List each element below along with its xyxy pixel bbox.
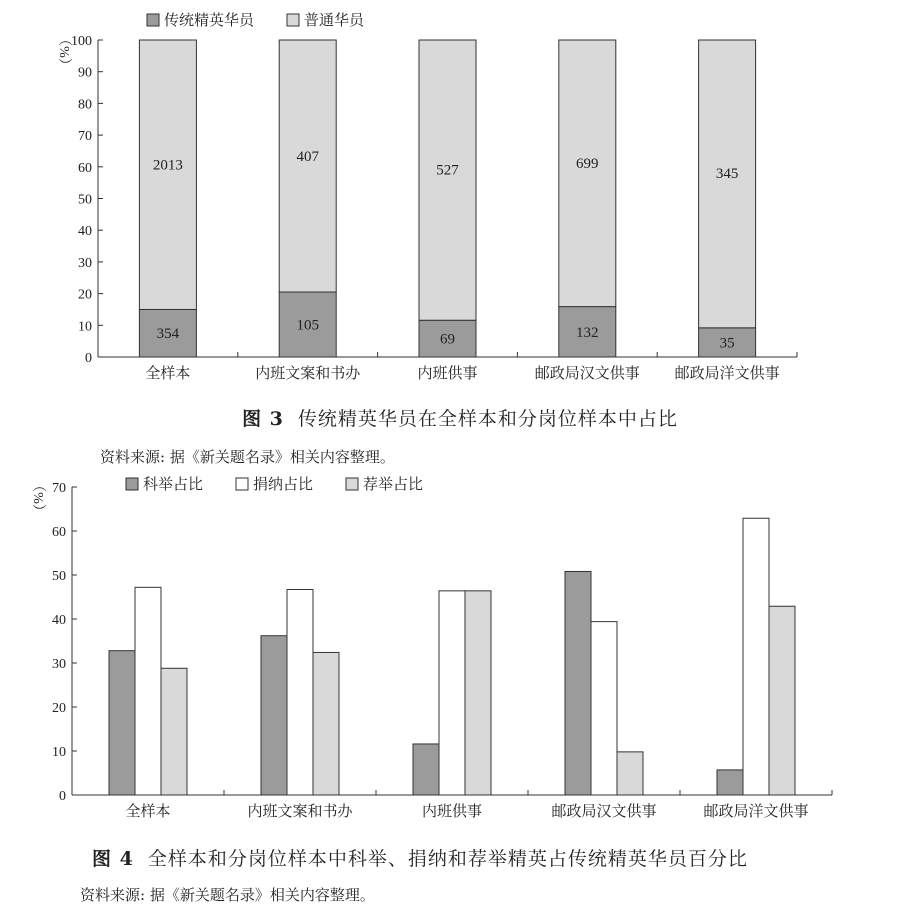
fig3-bar-ordinary (139, 40, 196, 309)
fig3-y-tick-label: 30 (78, 255, 92, 271)
fig4-bar-series-2 (287, 590, 313, 795)
fig4-legend-swatch (346, 478, 358, 490)
fig4-y-tick-label: 0 (59, 789, 66, 804)
fig3-data-label: 354 (156, 326, 180, 343)
figure-4-title: 全样本和分岗位样本中科举、捐纳和荐举精英占传统精英华员百分比 (147, 848, 748, 870)
fig3-y-tick-label: 10 (78, 319, 92, 335)
fig3-category-label: 邮政局汉文供事 (534, 364, 640, 382)
fig3-category-label: 邮政局洋文供事 (674, 364, 780, 382)
figure-4-number: 图 4 (92, 848, 134, 870)
figure-3-title: 传统精英华员在全样本和分岗位样本中占比 (297, 408, 678, 430)
fig3-bar-ordinary (419, 40, 476, 320)
fig4-legend-swatch (126, 478, 138, 490)
fig3-legend-swatch (147, 14, 159, 26)
figure-3-source: 资料来源: 据《新关题名录》相关内容整理。 (100, 448, 395, 466)
fig4-bar-series-3 (161, 668, 187, 795)
fig3-bar-ordinary (279, 40, 336, 292)
fig4-legend-label: 科举占比 (143, 475, 204, 493)
fig3-data-label: 527 (436, 162, 459, 179)
fig3-bar-ordinary (559, 40, 616, 307)
fig3-bar-ordinary (699, 40, 756, 328)
fig4-bar-series-2 (135, 587, 161, 795)
figure-4-caption (92, 844, 912, 871)
fig4-y-tick-label: 10 (52, 745, 66, 760)
fig4-legend-label: 荐举占比 (363, 475, 424, 493)
fig3-y-tick-label: 100 (71, 34, 92, 49)
fig3-data-label: 345 (715, 166, 739, 183)
fig4-bar-series-1 (413, 744, 439, 795)
fig3-ylabel: （%） (56, 32, 71, 72)
fig3-y-tick-label: 0 (85, 351, 92, 366)
fig3-data-label: 132 (576, 324, 599, 341)
fig3-y-tick-label: 50 (78, 192, 92, 208)
fig4-category-label: 内班供事 (421, 802, 483, 820)
fig3-data-label: 105 (296, 317, 319, 334)
fig4-bar-series-2 (743, 518, 769, 795)
fig3-category-label: 全样本 (145, 364, 191, 382)
figure-3-number: 图 3 (242, 408, 284, 430)
fig4-bar-series-3 (465, 591, 491, 795)
fig4-bar-series-3 (617, 752, 643, 795)
fig3-y-tick-label: 90 (78, 65, 92, 81)
figure-4-source: 资料来源: 据《新关题名录》相关内容整理。 (80, 886, 375, 904)
fig4-bar-series-1 (717, 770, 743, 795)
fig4-bar-series-1 (261, 636, 287, 795)
fig3-data-label: 2013 (152, 157, 183, 174)
fig3-y-tick-label: 70 (78, 129, 92, 145)
fig3-legend-label: 传统精英华员 (164, 11, 255, 29)
fig3-category-label: 内班供事 (417, 364, 478, 382)
fig3-y-tick-label: 80 (78, 97, 92, 113)
fig4-legend-swatch (236, 478, 248, 490)
fig4-bar-series-3 (769, 606, 795, 795)
fig4-y-tick-label: 40 (52, 613, 66, 628)
fig3-data-label: 69 (440, 331, 455, 348)
fig4-ylabel: （%） (30, 478, 45, 518)
fig4-bar-series-3 (313, 652, 339, 795)
fig4-category-label: 邮政局洋文供事 (703, 802, 809, 820)
fig3-y-tick-label: 60 (78, 160, 92, 176)
fig3-data-label: 699 (576, 155, 599, 172)
fig3-legend-label: 普通华员 (304, 11, 365, 29)
fig3-data-label: 407 (296, 148, 319, 165)
fig4-category-label: 全样本 (125, 802, 171, 820)
fig3-data-label: 35 (719, 335, 735, 352)
fig3-y-tick-label: 40 (78, 224, 92, 240)
fig4-bar-series-2 (439, 591, 465, 795)
fig4-y-tick-label: 50 (52, 569, 66, 584)
fig4-bar-series-2 (591, 622, 617, 795)
fig4-bar-series-1 (565, 571, 591, 795)
fig4-category-label: 邮政局汉文供事 (551, 802, 657, 820)
fig4-category-label: 内班文案和书办 (247, 802, 353, 820)
fig3-category-label: 内班文案和书办 (255, 364, 361, 382)
fig4-legend-label: 捐纳占比 (253, 475, 314, 493)
fig3-y-tick-label: 20 (78, 287, 92, 303)
fig4-y-tick-label: 30 (52, 657, 66, 672)
fig4-bar-series-1 (109, 651, 135, 795)
fig3-legend-swatch (287, 14, 299, 26)
fig4-y-tick-label: 60 (52, 525, 66, 540)
figure-3-caption (0, 404, 920, 431)
fig4-y-tick-label: 20 (52, 701, 66, 716)
fig4-y-tick-label: 70 (52, 481, 66, 496)
